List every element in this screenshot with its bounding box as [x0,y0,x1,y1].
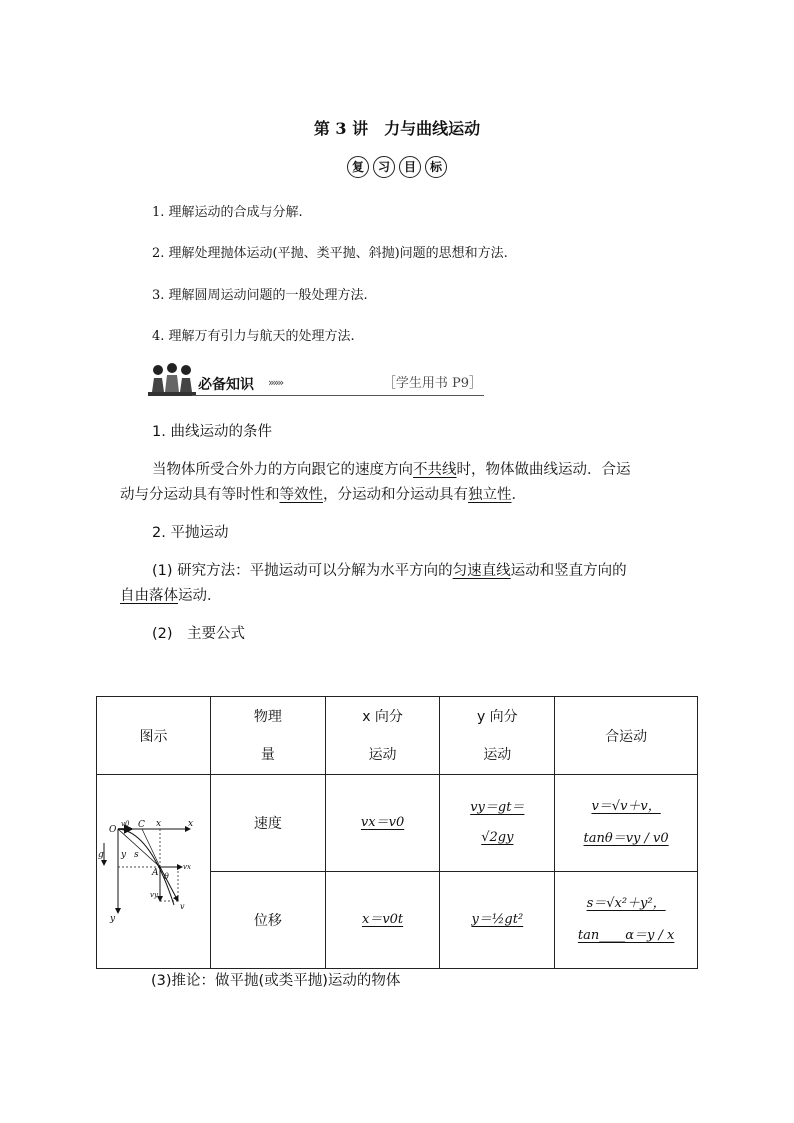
formula: y＝½gt² [471,912,524,927]
goal-2: 2. 理解处理抛体运动(平抛、类平抛、斜抛)问题的思想和方法. [152,246,508,261]
label-y: y [121,849,127,860]
section-banner [148,362,484,400]
displacement-x [325,872,440,969]
formula: vx＝v0 [360,815,405,830]
goal-3: 3. 理解圆周运动问题的一般处理方法. [152,288,368,303]
label-s: s [134,849,140,860]
velocity-x [325,775,440,872]
banner-reference: ［学生用书 P9］ [382,376,482,391]
badge-char: 标 [425,156,447,178]
banner-arrows-icon: »»» [268,376,283,389]
underlined-term: 等效性 [279,487,323,503]
section2-line1 [152,557,627,585]
text: 时，物体做曲线运动．合运 [456,462,631,478]
section1-line2 [120,481,526,509]
header-line: 量 [260,746,275,763]
label-g: g [98,849,105,860]
review-goals-badges [0,156,794,178]
goal-1: 1. 理解运动的合成与分解. [152,205,303,220]
header-line: y 向分 [476,708,518,725]
text: 当物体所受合外力的方向跟它的速度方向 [152,462,413,478]
header-line: x 向分 [362,708,403,725]
section3-corollary: (3)推论：做平抛(或类平抛)运动的物体 [151,973,401,989]
text: 动与分运动具有等时性和 [120,487,280,503]
formula: x＝v0t [361,912,404,927]
label-a: A [152,867,159,878]
label-x-axis: x [188,818,194,829]
table-row-velocity [97,775,698,872]
badge-char: 目 [399,156,421,178]
formula: tanθ＝vy / v0 [583,831,669,846]
label-c: C [138,819,146,830]
text: 运动和竖直方向的 [510,563,627,579]
formula-table [96,696,698,969]
section1-line1 [152,456,631,484]
displacement-y [440,872,555,969]
label-vx: vx [183,862,192,871]
formula: √2gy [481,830,514,845]
underlined-term: 不共线 [413,462,457,478]
displacement-total [555,872,698,969]
text: 运动． [178,588,222,604]
text: ． [511,487,526,503]
header-line: 物理 [253,708,282,725]
section2-heading: 2. 平抛运动 [152,525,229,541]
label-v0: v0 [121,819,130,828]
header-y-component [440,697,555,775]
diagram-cell [97,775,211,969]
label-v: v [180,901,186,911]
formula: v＝√v＋v， [591,799,661,814]
badge-char: 习 [373,156,395,178]
formula: vy＝gt＝ [470,800,525,815]
row-label-displacement: 位移 [210,872,325,969]
page-title: 第 3 讲 力与曲线运动 [313,119,481,138]
header-line: 运动 [368,746,397,763]
section1-heading: 1. 曲线运动的条件 [152,424,272,440]
banner-title: 必备知识 [198,377,254,393]
label-y-axis: y [110,913,116,924]
label-x: x [156,818,162,829]
goal-4: 4. 理解万有引力与航天的处理方法. [152,329,355,344]
label-o: O [109,824,117,835]
text: ，分运动和分运动具有 [323,487,468,503]
header-resultant: 合运动 [555,697,698,775]
text: (1) 研究方法：平抛运动可以分解为水平方向的 [152,563,453,579]
section2-formulas-heading: (2) 主要公式 [152,626,246,642]
header-line: 运动 [483,746,512,763]
formula: tan____α＝y / x [577,928,675,943]
velocity-total [555,775,698,872]
section2-line2 [120,582,222,610]
velocity-y [440,775,555,872]
projectile-diagram [98,817,208,927]
underlined-term: 独立性 [468,487,512,503]
label-vy: vy [150,890,159,899]
badge-char: 复 [347,156,369,178]
header-diagram: 图示 [97,697,211,775]
header-x-component [325,697,440,775]
underlined-term: 自由落体 [120,588,178,604]
header-quantity [210,697,325,775]
formula: s＝√x²＋y²， [586,896,666,911]
underlined-term: 匀速直线 [452,563,511,579]
label-theta: θ [164,871,170,881]
row-label-velocity: 速度 [210,775,325,872]
table-header-row [97,697,698,775]
students-icon [148,362,196,400]
